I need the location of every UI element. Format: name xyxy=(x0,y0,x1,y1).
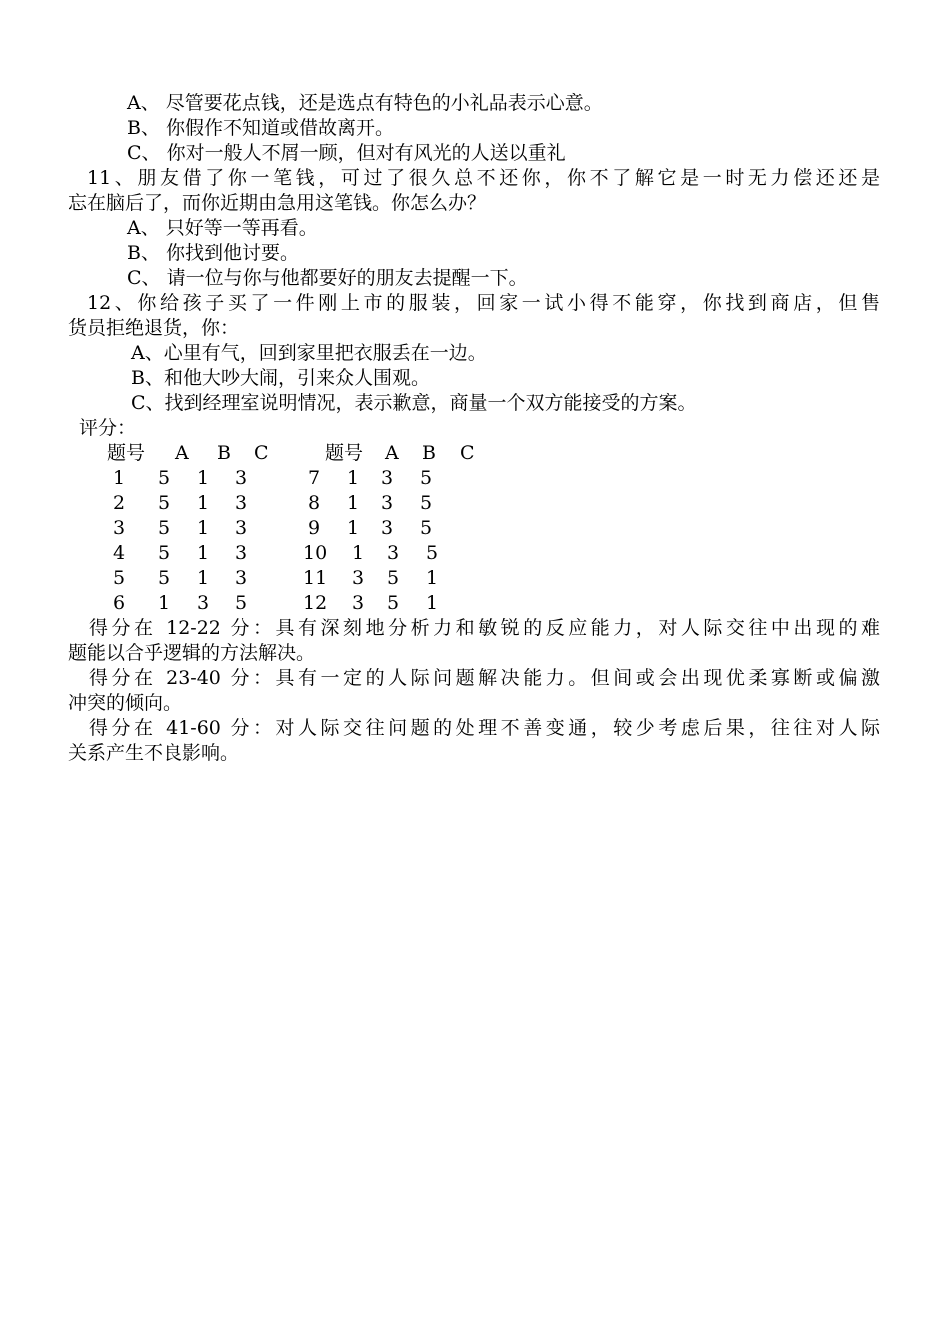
score-a: 5 xyxy=(158,567,171,589)
q11-option-c: C、 请一位与你与他都要好的朋友去提醒一下。 xyxy=(127,267,528,289)
result-1-line2: 题能以合乎逻辑的方法解决。 xyxy=(68,642,316,664)
score-a: 3 xyxy=(352,567,365,589)
score-b: 5 xyxy=(387,592,400,614)
q11-option-a: A、 只好等一等再看。 xyxy=(127,217,318,239)
score-c: 5 xyxy=(420,467,433,489)
score-c: 5 xyxy=(420,517,433,539)
result-1-line1: 得分在 12-22 分：具有深刻地分析力和敏锐的反应能力，对人际交往中出现的难 xyxy=(89,617,880,639)
score-a: 1 xyxy=(347,517,360,539)
score-b: 1 xyxy=(197,467,210,489)
question-number: 3 xyxy=(113,517,126,539)
left-header-c: C xyxy=(254,442,269,464)
score-a: 3 xyxy=(352,592,365,614)
q12-option-b: B、和他大吵大闹，引来众人围观。 xyxy=(131,367,430,389)
result-2-line1: 得分在 23-40 分：具有一定的人际问题解决能力。但间或会出现优柔寡断或偏激 xyxy=(89,667,880,689)
score-c: 5 xyxy=(426,542,439,564)
q12-question-line1: 12、你给孩子买了一件刚上市的服装，回家一试小得不能穿，你找到商店，但售 xyxy=(87,292,880,314)
q10-option-b: B、 你假作不知道或借故离开。 xyxy=(127,117,395,139)
score-b: 1 xyxy=(197,567,210,589)
score-c: 3 xyxy=(235,492,248,514)
question-number: 9 xyxy=(308,517,321,539)
score-c: 3 xyxy=(235,542,248,564)
score-a: 1 xyxy=(347,492,360,514)
score-b: 1 xyxy=(197,542,210,564)
score-c: 3 xyxy=(235,567,248,589)
question-number: 6 xyxy=(113,592,126,614)
score-c: 1 xyxy=(426,567,439,589)
question-number: 7 xyxy=(308,467,321,489)
left-header-b: B xyxy=(217,442,231,464)
score-b: 1 xyxy=(197,492,210,514)
score-a: 5 xyxy=(158,492,171,514)
left-header-number: 题号 xyxy=(107,442,146,464)
right-header-a: A xyxy=(385,442,399,464)
result-3-line2: 关系产生不良影响。 xyxy=(68,742,240,764)
score-b: 3 xyxy=(197,592,210,614)
q12-option-a: A、心里有气，回到家里把衣服丢在一边。 xyxy=(131,342,487,364)
score-a: 1 xyxy=(158,592,171,614)
result-3-line1: 得分在 41-60 分：对人际交往问题的处理不善变通，较少考虑后果，往往对人际 xyxy=(89,717,880,739)
q12-question-line2: 货员拒绝退货，你： xyxy=(68,317,240,339)
score-a: 5 xyxy=(158,467,171,489)
score-b: 3 xyxy=(387,542,400,564)
question-number: 5 xyxy=(113,567,126,589)
question-number: 1 xyxy=(113,467,126,489)
score-c: 5 xyxy=(235,592,248,614)
score-b: 3 xyxy=(381,492,394,514)
score-b: 5 xyxy=(387,567,400,589)
q11-question-line1: 11、朋友借了你一笔钱，可过了很久总不还你，你不了解它是一时无力偿还还是 xyxy=(87,167,880,189)
right-header-b: B xyxy=(422,442,436,464)
q10-option-a: A、 尽管要花点钱，还是选点有特色的小礼品表示心意。 xyxy=(127,92,603,114)
score-c: 1 xyxy=(426,592,439,614)
score-b: 1 xyxy=(197,517,210,539)
scoring-title: 评分： xyxy=(79,417,137,439)
score-c: 3 xyxy=(235,517,248,539)
score-a: 1 xyxy=(352,542,365,564)
q12-option-c: C、找到经理室说明情况，表示歉意，商量一个双方能接受的方案。 xyxy=(131,392,697,414)
q11-option-b: B、 你找到他讨要。 xyxy=(127,242,300,264)
left-header-a: A xyxy=(175,442,189,464)
right-header-c: C xyxy=(460,442,475,464)
result-2-line2: 冲突的倾向。 xyxy=(68,692,183,714)
score-c: 3 xyxy=(235,467,248,489)
right-header-number: 题号 xyxy=(325,442,364,464)
score-b: 3 xyxy=(381,467,394,489)
score-a: 5 xyxy=(158,517,171,539)
question-number: 11 xyxy=(303,567,328,589)
question-number: 2 xyxy=(113,492,126,514)
score-c: 5 xyxy=(420,492,433,514)
q11-question-line2: 忘在脑后了，而你近期由急用这笔钱。你怎么办？ xyxy=(68,192,487,214)
score-a: 5 xyxy=(158,542,171,564)
score-b: 3 xyxy=(381,517,394,539)
q10-option-c: C、 你对一般人不屑一顾，但对有风光的人送以重礼 xyxy=(127,142,566,164)
score-a: 1 xyxy=(347,467,360,489)
question-number: 10 xyxy=(303,542,328,564)
question-number: 4 xyxy=(113,542,126,564)
question-number: 8 xyxy=(308,492,321,514)
question-number: 12 xyxy=(303,592,328,614)
